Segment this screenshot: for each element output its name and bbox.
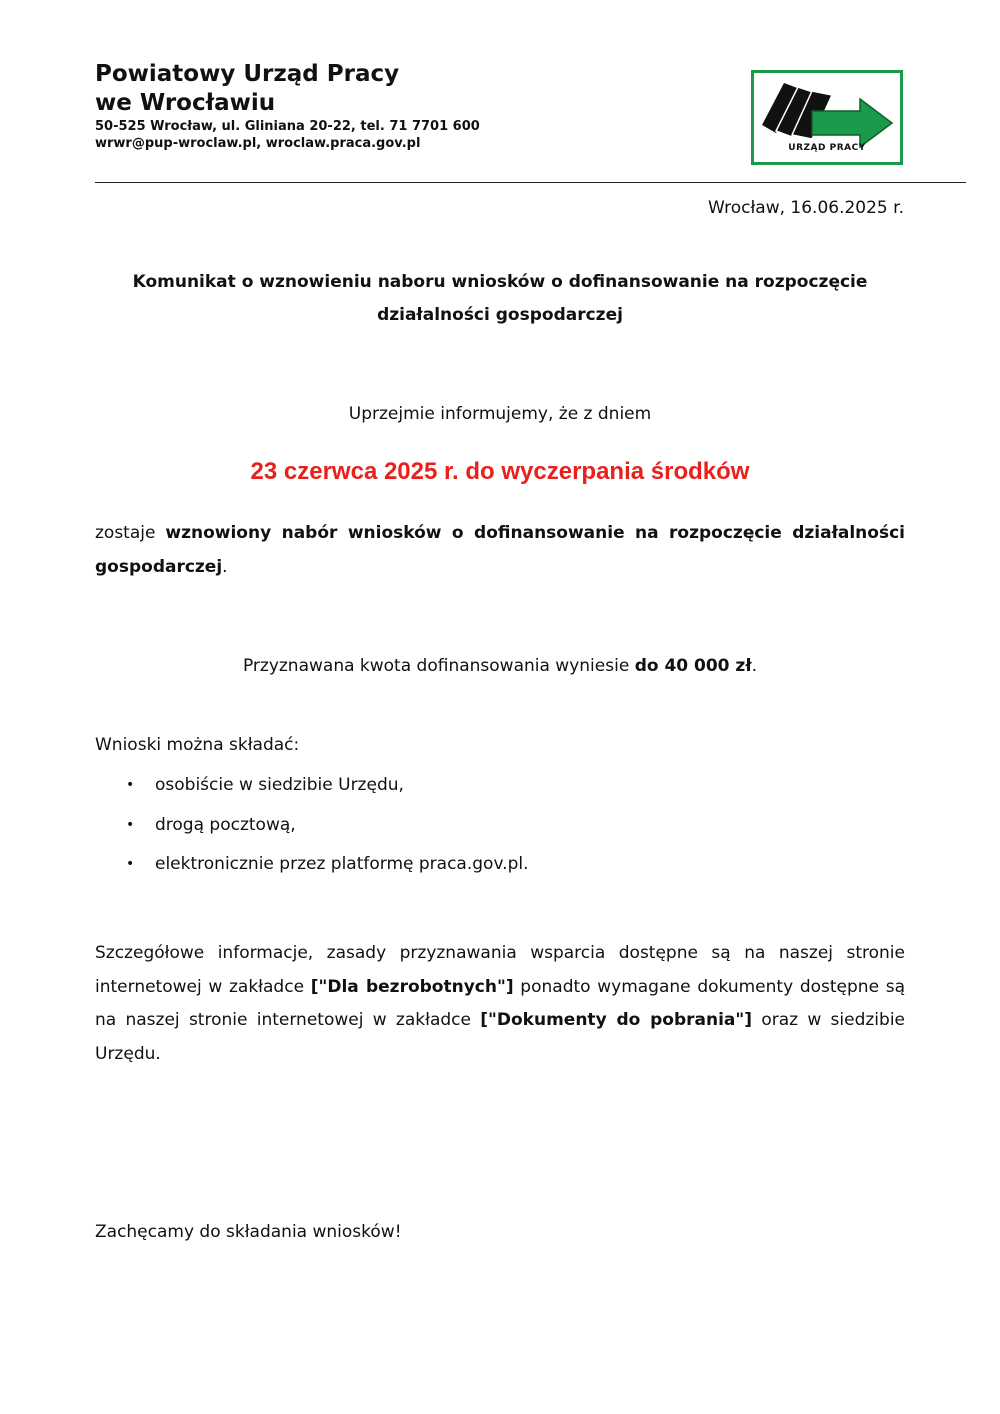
paragraph-text: .	[222, 556, 228, 577]
bullet-icon: •	[126, 856, 135, 872]
announcement-paragraph	[95, 517, 905, 584]
urzad-pracy-logo	[751, 70, 903, 165]
paragraph-bold-text: wznowiony nabór wniosków o dofinansowanie na rozpoczęcie działalności gospodarczej	[95, 523, 905, 577]
document-title-line1: Komunikat o wznowieniu naboru wniosków o dofinansowanie na rozpoczęcie	[132, 272, 868, 292]
document-date: Wrocław, 16.06.2025 r.	[708, 198, 904, 218]
submission-methods-lead: Wnioski można składać:	[95, 735, 300, 755]
paragraph-text: oraz w siedzibie Urzędu.	[95, 1010, 906, 1064]
bullet-icon: •	[126, 816, 135, 833]
list-item	[95, 769, 529, 809]
details-paragraph	[95, 937, 905, 1071]
header-divider	[95, 182, 966, 183]
office-contact	[95, 118, 480, 152]
paragraph-text: Szczegółowe informacje, zasady przyznawania wsparcia dostępne są na naszej stronie internetowej w zakładce	[95, 943, 905, 997]
closing-line: Zachęcamy do składania wniosków!	[95, 1222, 402, 1242]
tab-reference-dokumenty-do-pobrania: ["Dokumenty do pobrania"]	[480, 1010, 753, 1030]
document-title-line2: działalności gospodarczej	[377, 305, 623, 325]
list-item-text: osobiście w siedzibie Urzędu,	[155, 775, 404, 795]
office-address: 50-525 Wrocław, ul. Gliniana 20-22, tel. 71 7701 600	[95, 119, 480, 134]
amount-value: do 40 000 zł	[634, 656, 752, 676]
office-name	[95, 60, 399, 118]
submission-methods-list	[95, 769, 529, 888]
highlight-date: 23 czerwca 2025 r. do wyczerpania środków	[250, 458, 750, 485]
amount-text: Przyznawana kwota dofinansowania wyniesie	[242, 656, 635, 676]
amount-text: .	[751, 656, 758, 676]
list-item	[95, 848, 529, 888]
logo-text: URZĄD PRACY	[788, 143, 866, 153]
list-item-text: elektronicznie przez platformę praca.gov.pl.	[155, 854, 529, 874]
office-name-line1: Powiatowy Urząd Pracy	[95, 61, 400, 87]
bullet-icon: •	[126, 777, 135, 793]
intro-text: Uprzejmie informujemy, że z dniem	[348, 404, 652, 424]
paragraph-text: ponadto wymagane dokumenty dostępne są na naszej stronie internetowej w zakładce	[95, 976, 905, 1030]
document-title	[95, 266, 905, 332]
tab-reference-dla-bezrobotnych: ["Dla bezrobotnych"]	[310, 976, 514, 997]
list-item	[95, 809, 529, 849]
funding-amount-line	[95, 656, 905, 676]
office-email-website: wrwr@pup-wroclaw.pl, wroclaw.praca.gov.pl	[95, 136, 421, 151]
paragraph-text: zostaje	[95, 523, 166, 543]
office-name-line2: we Wrocławiu	[95, 90, 276, 116]
list-item-text: drogą pocztową,	[155, 814, 296, 835]
